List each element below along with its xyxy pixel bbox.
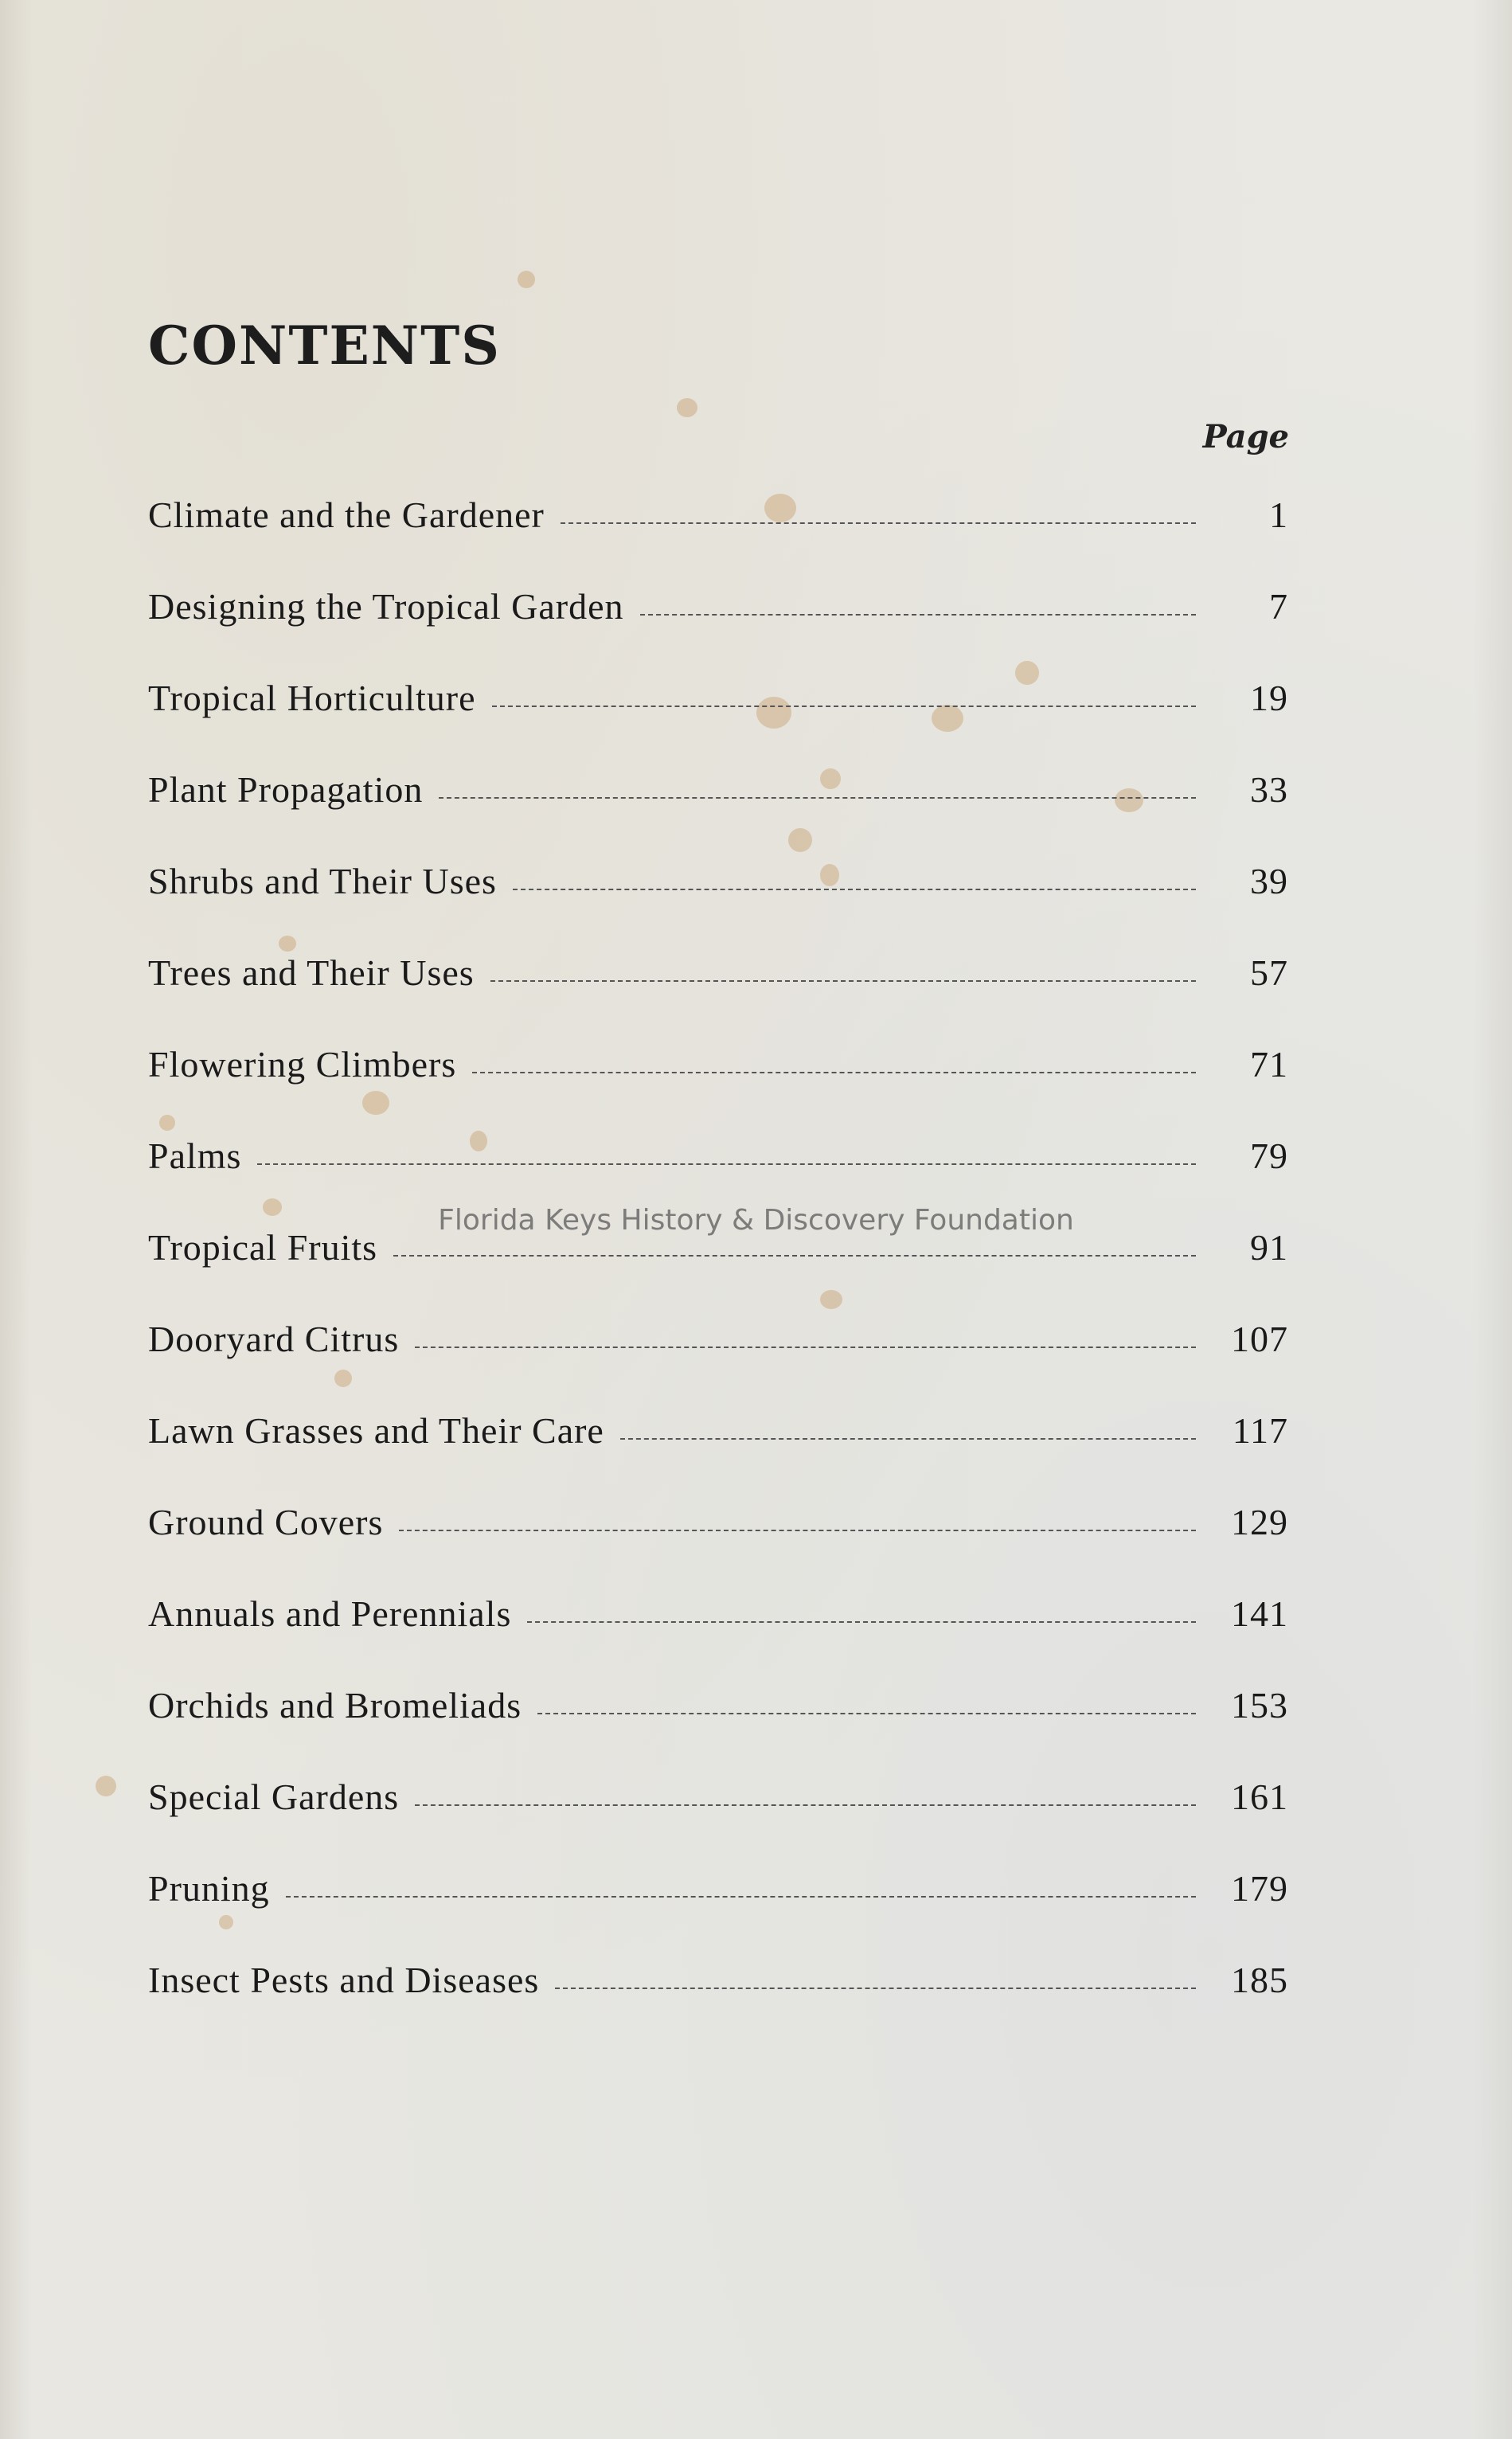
foxing-stain [677, 398, 697, 417]
dot-leader [399, 1530, 1196, 1531]
toc-entry-title: Palms [148, 1135, 242, 1176]
toc-list [148, 494, 1288, 2050]
toc-entry-page: 129 [1231, 1502, 1288, 1542]
toc-entry-page: 1 [1269, 494, 1288, 535]
toc-entry[interactable] [148, 860, 1288, 952]
dot-leader [257, 1163, 1196, 1165]
toc-entry-page: 153 [1231, 1685, 1288, 1726]
toc-entry[interactable] [148, 1318, 1288, 1409]
toc-entry[interactable] [148, 585, 1288, 677]
toc-entry[interactable] [148, 677, 1288, 768]
toc-entry-title: Orchids and Bromeliads [148, 1685, 522, 1726]
toc-entry-page: 33 [1250, 769, 1288, 810]
dot-leader [640, 614, 1196, 616]
toc-entry-title: Annuals and Perennials [148, 1593, 512, 1634]
toc-entry-page: 91 [1250, 1227, 1288, 1268]
dot-leader [490, 980, 1196, 982]
dot-leader [537, 1713, 1196, 1714]
toc-entry-page: 39 [1250, 861, 1288, 901]
toc-entry-page: 107 [1231, 1319, 1288, 1359]
toc-entry-page: 179 [1231, 1868, 1288, 1909]
contents-heading: CONTENTS [148, 315, 501, 377]
toc-entry[interactable] [148, 1959, 1288, 2050]
dot-leader [286, 1896, 1196, 1898]
dot-leader [620, 1438, 1196, 1440]
dot-leader [513, 889, 1196, 890]
toc-entry-title: Climate and the Gardener [148, 494, 545, 535]
toc-entry-page: 185 [1231, 1960, 1288, 2000]
dot-leader [439, 797, 1196, 799]
dot-leader [415, 1804, 1196, 1806]
dot-leader [472, 1072, 1196, 1073]
toc-entry-page: 57 [1250, 952, 1288, 993]
toc-entry-page: 7 [1269, 586, 1288, 627]
toc-entry-title: Pruning [148, 1868, 270, 1909]
toc-entry-title: Trees and Their Uses [148, 952, 475, 993]
page-column-label: Page [1202, 418, 1289, 455]
toc-entry[interactable] [148, 768, 1288, 860]
toc-entry-title: Shrubs and Their Uses [148, 861, 497, 901]
foxing-stain [96, 1776, 116, 1796]
toc-entry[interactable] [148, 952, 1288, 1043]
dot-leader [492, 706, 1196, 707]
toc-entry-title: Plant Propagation [148, 769, 424, 810]
dot-leader [527, 1621, 1196, 1623]
toc-entry[interactable] [148, 1684, 1288, 1776]
toc-entry-page: 141 [1231, 1593, 1288, 1634]
toc-entry-title: Flowering Climbers [148, 1044, 457, 1085]
toc-entry-page: 79 [1250, 1135, 1288, 1176]
toc-entry-page: 117 [1232, 1410, 1288, 1451]
dot-leader [393, 1255, 1196, 1257]
toc-entry-title: Insect Pests and Diseases [148, 1960, 540, 2000]
toc-entry-title: Dooryard Citrus [148, 1319, 400, 1359]
toc-entry[interactable] [148, 1776, 1288, 1867]
toc-entry[interactable] [148, 1867, 1288, 1959]
toc-entry-page: 71 [1250, 1044, 1288, 1085]
toc-entry[interactable] [148, 1593, 1288, 1684]
toc-entry-page: 161 [1231, 1776, 1288, 1817]
dot-leader [415, 1347, 1196, 1348]
toc-entry-page: 19 [1250, 678, 1288, 718]
foxing-stain [518, 271, 535, 288]
toc-entry[interactable] [148, 1043, 1288, 1135]
dot-leader [561, 522, 1196, 524]
toc-entry[interactable] [148, 494, 1288, 585]
toc-entry[interactable] [148, 1501, 1288, 1593]
toc-entry-title: Lawn Grasses and Their Care [148, 1410, 604, 1451]
toc-entry-title: Tropical Fruits [148, 1227, 378, 1268]
dot-leader [555, 1988, 1196, 1989]
watermark-text: Florida Keys History & Discovery Foundation [438, 1204, 1074, 1237]
toc-entry-title: Ground Covers [148, 1502, 384, 1542]
toc-entry-title: Tropical Horticulture [148, 678, 476, 718]
toc-entry[interactable] [148, 1409, 1288, 1501]
toc-entry-title: Special Gardens [148, 1776, 400, 1817]
toc-entry-title: Designing the Tropical Garden [148, 586, 624, 627]
toc-entry[interactable] [148, 1226, 1288, 1318]
